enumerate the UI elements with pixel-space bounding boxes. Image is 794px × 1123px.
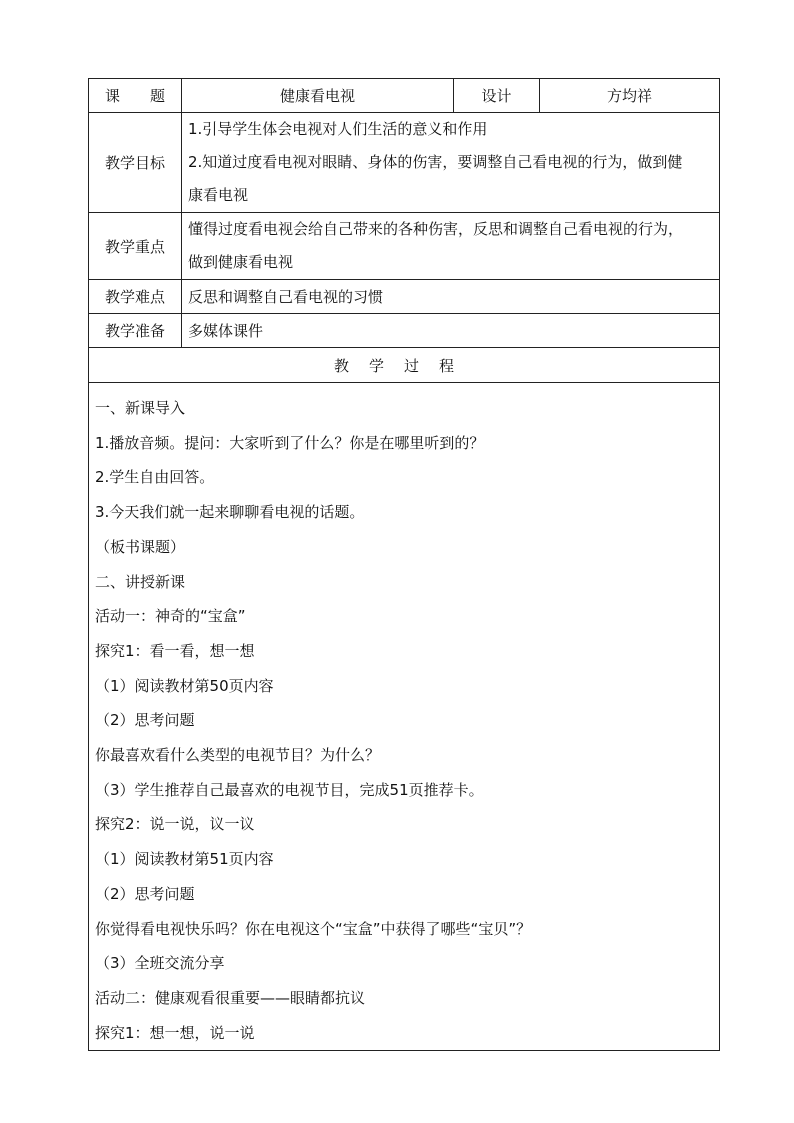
difficulty-row: [89, 280, 720, 314]
process-line: 一、新课导入: [95, 399, 186, 417]
difficulty-label: 教学难点: [89, 280, 182, 314]
process-line: 二、讲授新课: [95, 572, 186, 591]
process-line: （3）学生推荐自己最喜欢的电视节目，完成51页推荐卡。: [95, 780, 484, 799]
prep-row: [89, 314, 720, 348]
prep-content: 多媒体课件: [182, 314, 720, 348]
process-line: 探究1：想一想，说一说: [95, 1023, 255, 1042]
process-line: （1）阅读教材第50页内容: [95, 676, 274, 695]
difficulty-content: 反思和调整自己看电视的习惯: [182, 280, 720, 314]
process-line: 活动一：神奇的“宝盒”: [95, 607, 246, 626]
topic-label: 课 题: [89, 79, 182, 113]
key-line: 懂得过度看电视会给自己带来的各种伤害，反思和调整自己看电视的行为，: [188, 220, 684, 238]
key-label: 教学重点: [89, 213, 182, 280]
process-content: [89, 383, 720, 1051]
process-line: 3.今天我们就一起来聊聊看电视的话题。: [95, 503, 365, 522]
key-line: 做到健康看电视: [188, 253, 294, 271]
process-line: 1.播放音频。提问：大家听到了什么？你是在哪里听到的？: [95, 433, 485, 452]
designer-label: 设计: [454, 79, 540, 113]
lesson-plan-table: [88, 78, 720, 1051]
designer-value: 方均祥: [540, 79, 720, 113]
process-line: 你最喜欢看什么类型的电视节目？为什么？: [95, 746, 381, 765]
prep-label: 教学准备: [89, 314, 182, 348]
goals-row: [89, 113, 720, 213]
process-header-row: [89, 348, 720, 383]
process-line: 探究2：说一说，议一议: [95, 815, 255, 834]
process-line: 你觉得看电视快乐吗？你在电视这个“宝盒”中获得了哪些“宝贝”？: [95, 919, 532, 938]
goals-line: 1.引导学生体会电视对人们生活的意义和作用: [188, 120, 488, 138]
process-line: 探究1：看一看，想一想: [95, 641, 255, 660]
topic-row: [89, 79, 720, 113]
process-line: 2.学生自由回答。: [95, 468, 215, 487]
process-line: （3）全班交流分享: [95, 954, 225, 973]
process-title: 教学过程: [89, 348, 720, 383]
process-line: 活动二：健康观看很重要——眼睛都抗议: [95, 988, 366, 1007]
process-line: （1）阅读教材第51页内容: [95, 850, 274, 869]
goals-label: 教学目标: [89, 113, 182, 213]
key-row: [89, 213, 720, 280]
goals-line: 2.知道过度看电视对眼睛、身体的伤害，要调整自己看电视的行为，做到健: [188, 153, 683, 171]
topic-value: 健康看电视: [182, 79, 454, 113]
goals-line: 康看电视: [188, 186, 249, 204]
process-line: （2）思考问题: [95, 884, 195, 903]
process-row: [89, 383, 720, 1051]
goals-content: [182, 113, 720, 213]
process-line: （2）思考问题: [95, 711, 195, 730]
process-line: （板书课题）: [95, 537, 186, 556]
key-content: [182, 213, 720, 280]
